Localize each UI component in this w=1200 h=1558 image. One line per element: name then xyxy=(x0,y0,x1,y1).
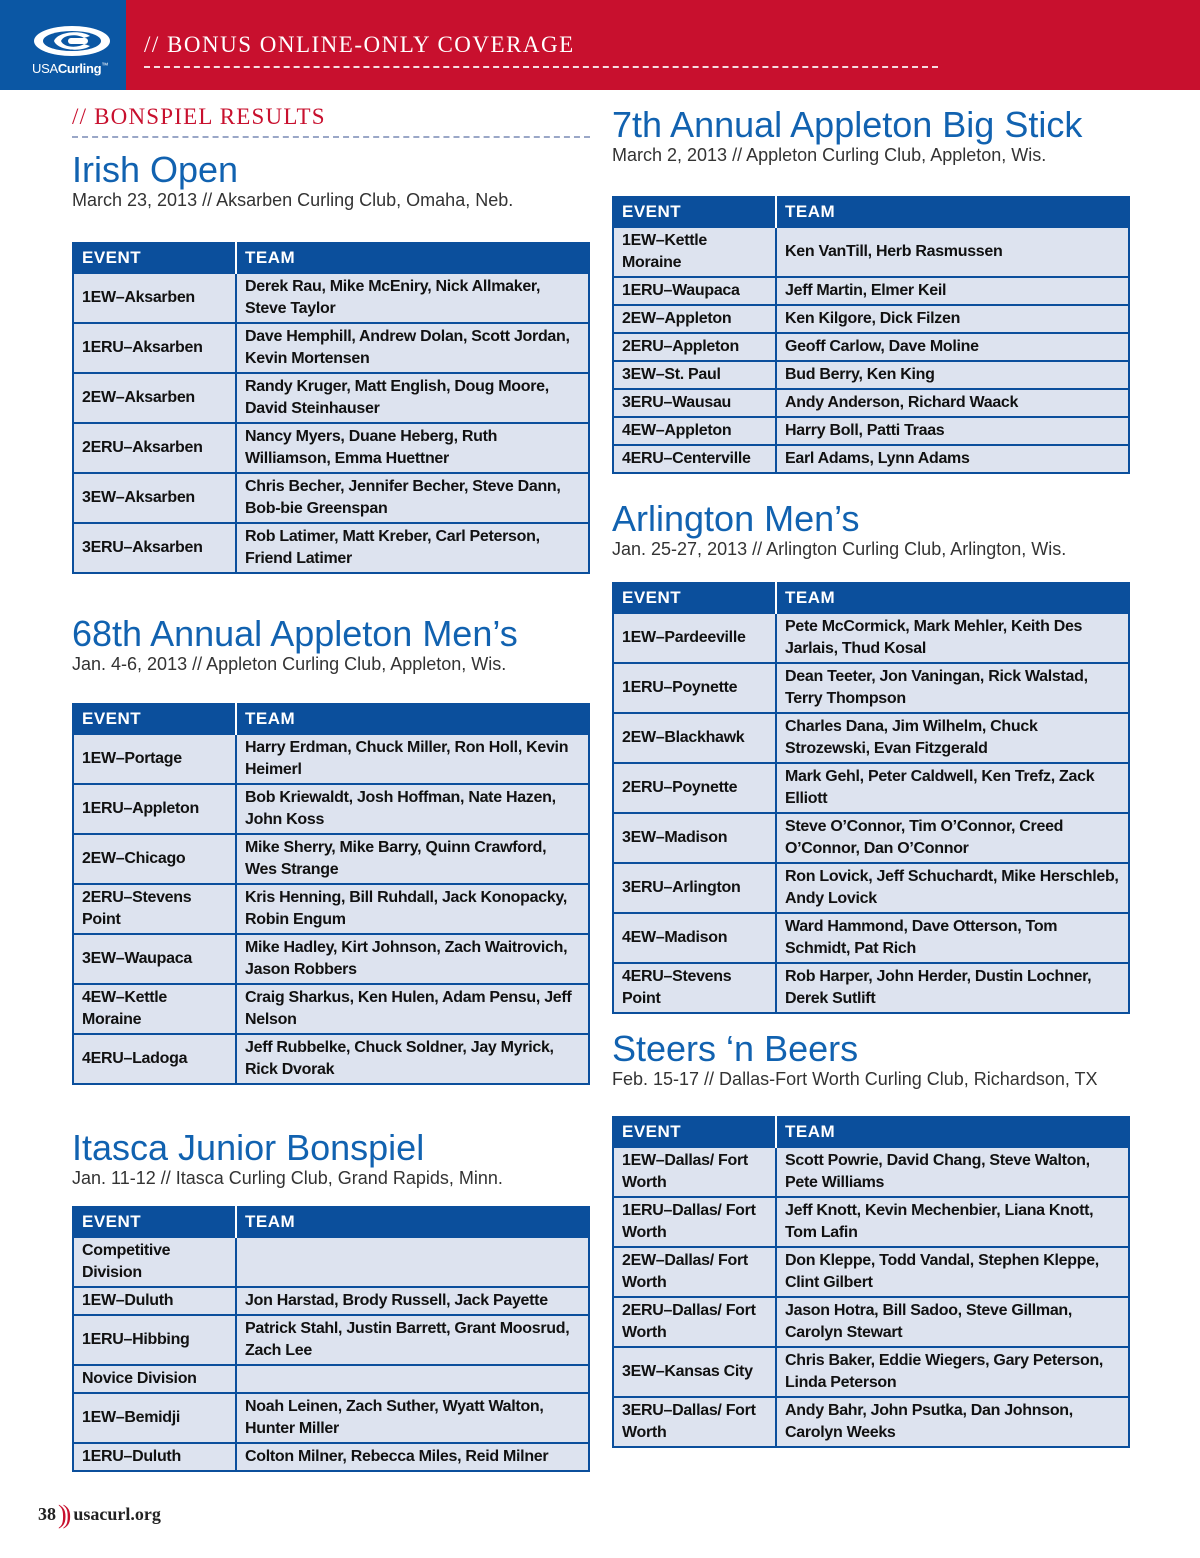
table-row xyxy=(73,273,589,323)
event-cell: 4ERU–Centerville xyxy=(613,445,776,473)
banner-divider xyxy=(144,66,938,68)
event-title: 68th Annual Appleton Men’s xyxy=(72,613,518,654)
event-cell: 1EW–Pardeeville xyxy=(613,613,776,663)
team-cell: Chris Becher, Jennifer Becher, Steve Dann, Bob-bie Greenspan xyxy=(236,473,589,523)
table-row xyxy=(613,1197,1129,1247)
team-cell: Dave Hemphill, Andrew Dolan, Scott Jordan, Kevin Mortensen xyxy=(236,323,589,373)
event-cell: 3EW–St. Paul xyxy=(613,361,776,389)
event-cell: 2EW–Appleton xyxy=(613,305,776,333)
table-row xyxy=(613,763,1129,813)
page-footer xyxy=(38,1500,161,1530)
event-cell: 3ERU–Aksarben xyxy=(73,523,236,573)
section-divider xyxy=(72,136,590,138)
event-cell: 4EW–Madison xyxy=(613,913,776,963)
table-row xyxy=(613,333,1129,361)
table-row xyxy=(613,389,1129,417)
usa-curling-logo[interactable] xyxy=(0,0,126,90)
table-row xyxy=(613,813,1129,863)
event-cell: 3EW–Madison xyxy=(613,813,776,863)
table-row xyxy=(73,834,589,884)
table-row xyxy=(613,361,1129,389)
event-cell: 1EW–Dallas/ Fort Worth xyxy=(613,1147,776,1197)
event-cell: 1EW–Portage xyxy=(73,734,236,784)
team-cell xyxy=(236,1365,589,1393)
event-title: Arlington Men’s xyxy=(612,498,860,539)
section-label: // BONSPIEL RESULTS xyxy=(72,104,326,129)
column-header-event: EVENT xyxy=(613,1117,776,1147)
event-cell: 4EW–Kettle Moraine xyxy=(73,984,236,1034)
event-subtitle: Feb. 15-17 // Dallas-Fort Worth Curling Club, Richardson, TX xyxy=(612,1069,1098,1089)
table-row xyxy=(613,1347,1129,1397)
table-row xyxy=(613,227,1129,277)
event-cell: 1ERU–Appleton xyxy=(73,784,236,834)
event-title: Irish Open xyxy=(72,149,239,190)
column-header-team: TEAM xyxy=(236,1207,589,1237)
team-cell: Ward Hammond, Dave Otterson, Tom Schmidt, Pat Rich xyxy=(776,913,1129,963)
table-row xyxy=(73,1287,589,1315)
event-big-stick xyxy=(612,106,1130,166)
team-cell: Kris Henning, Bill Ruhdall, Jack Konopacky, Robin Engum xyxy=(236,884,589,934)
event-itasca-junior xyxy=(72,1129,590,1189)
team-cell: Patrick Stahl, Justin Barrett, Grant Moosrud, Zach Lee xyxy=(236,1315,589,1365)
team-cell xyxy=(236,1237,589,1287)
event-cell: 3ERU–Wausau xyxy=(613,389,776,417)
event-cell: 3ERU–Dallas/ Fort Worth xyxy=(613,1397,776,1447)
event-cell: 2ERU–Poynette xyxy=(613,763,776,813)
team-cell: Randy Kruger, Matt English, Doug Moore, David Steinhauser xyxy=(236,373,589,423)
team-cell: Craig Sharkus, Ken Hulen, Adam Pensu, Jeff Nelson xyxy=(236,984,589,1034)
page-number: 38 xyxy=(38,1504,56,1524)
team-cell: Ken VanTill, Herb Rasmussen xyxy=(776,227,1129,277)
table-row xyxy=(613,913,1129,963)
table-row xyxy=(613,277,1129,305)
table-row xyxy=(613,613,1129,663)
event-subtitle: March 23, 2013 // Aksarben Curling Club, Omaha, Neb. xyxy=(72,190,514,210)
event-cell: 1EW–Aksarben xyxy=(73,273,236,323)
team-cell: Rob Latimer, Matt Kreber, Carl Peterson, Friend Latimer xyxy=(236,523,589,573)
table-row xyxy=(73,984,589,1034)
team-cell: Andy Anderson, Richard Waack xyxy=(776,389,1129,417)
event-irish-open xyxy=(72,151,590,211)
table-row xyxy=(73,323,589,373)
table-row xyxy=(73,784,589,834)
column-header-event: EVENT xyxy=(613,197,776,227)
event-title: 7th Annual Appleton Big Stick xyxy=(612,104,1083,145)
event-cell: 1EW–Bemidji xyxy=(73,1393,236,1443)
event-cell: 4ERU–Stevens Point xyxy=(613,963,776,1013)
team-cell: Mike Hadley, Kirt Johnson, Zach Waitrovich, Jason Robbers xyxy=(236,934,589,984)
header-banner xyxy=(0,0,1200,90)
table-row xyxy=(73,423,589,473)
column-header-event: EVENT xyxy=(73,704,236,734)
banner-title: // BONUS ONLINE-ONLY COVERAGE xyxy=(144,32,575,57)
column-header-team: TEAM xyxy=(236,243,589,273)
team-cell: Mark Gehl, Peter Caldwell, Ken Trefz, Zack Elliott xyxy=(776,763,1129,813)
table-row xyxy=(73,1237,589,1287)
table-row xyxy=(613,417,1129,445)
event-cell: 2EW–Aksarben xyxy=(73,373,236,423)
table-row xyxy=(613,445,1129,473)
event-cell: 2ERU–Aksarben xyxy=(73,423,236,473)
event-cell: 3ERU–Arlington xyxy=(613,863,776,913)
team-cell: Andy Bahr, John Psutka, Dan Johnson, Carolyn Weeks xyxy=(776,1397,1129,1447)
event-cell: 2EW–Blackhawk xyxy=(613,713,776,763)
results-table-big-stick xyxy=(612,196,1130,474)
logo-wordmark: USACurling™ xyxy=(32,61,108,76)
column-header-team: TEAM xyxy=(776,1117,1129,1147)
column-header-team: TEAM xyxy=(776,197,1129,227)
table-row xyxy=(73,884,589,934)
event-cell: 1ERU–Poynette xyxy=(613,663,776,713)
event-cell: 2ERU–Appleton xyxy=(613,333,776,361)
team-cell: Ron Lovick, Jeff Schuchardt, Mike Herschleb, Andy Lovick xyxy=(776,863,1129,913)
team-cell: Bob Kriewaldt, Josh Hoffman, Nate Hazen, John Koss xyxy=(236,784,589,834)
team-cell: Earl Adams, Lynn Adams xyxy=(776,445,1129,473)
team-cell: Don Kleppe, Todd Vandal, Stephen Kleppe, Clint Gilbert xyxy=(776,1247,1129,1297)
team-cell: Bud Berry, Ken King xyxy=(776,361,1129,389)
table-row xyxy=(613,1297,1129,1347)
event-subtitle: Jan. 25-27, 2013 // Arlington Curling Club, Arlington, Wis. xyxy=(612,539,1067,559)
results-table-arlington-mens xyxy=(612,582,1130,1014)
event-cell: Competitive Division xyxy=(73,1237,236,1287)
table-row xyxy=(73,934,589,984)
table-row xyxy=(73,373,589,423)
table-row xyxy=(613,1397,1129,1447)
event-cell: 3EW–Kansas City xyxy=(613,1347,776,1397)
event-cell: Novice Division xyxy=(73,1365,236,1393)
table-row xyxy=(613,863,1129,913)
team-cell: Jeff Knott, Kevin Mechenbier, Liana Knott, Tom Lafin xyxy=(776,1197,1129,1247)
table-row xyxy=(73,523,589,573)
event-appleton-mens xyxy=(72,615,590,675)
table-row xyxy=(613,663,1129,713)
event-cell: 1ERU–Aksarben xyxy=(73,323,236,373)
team-cell: Colton Milner, Rebecca Miles, Reid Milner xyxy=(236,1443,589,1471)
team-cell: Harry Boll, Patti Traas xyxy=(776,417,1129,445)
event-cell: 2ERU–Dallas/ Fort Worth xyxy=(613,1297,776,1347)
team-cell: Nancy Myers, Duane Heberg, Ruth Williamson, Emma Huettner xyxy=(236,423,589,473)
footer-paren-mark: )) xyxy=(58,1500,68,1529)
team-cell: Scott Powrie, David Chang, Steve Walton, Pete Williams xyxy=(776,1147,1129,1197)
event-cell: 4EW–Appleton xyxy=(613,417,776,445)
event-cell: 2EW–Chicago xyxy=(73,834,236,884)
event-cell: 2EW–Dallas/ Fort Worth xyxy=(613,1247,776,1297)
event-cell: 1EW–Duluth xyxy=(73,1287,236,1315)
team-cell: Jon Harstad, Brody Russell, Jack Payette xyxy=(236,1287,589,1315)
team-cell: Dean Teeter, Jon Vaningan, Rick Walstad, Terry Thompson xyxy=(776,663,1129,713)
event-cell: 1ERU–Duluth xyxy=(73,1443,236,1471)
event-cell: 3EW–Waupaca xyxy=(73,934,236,984)
team-cell: Mike Sherry, Mike Barry, Quinn Crawford, Wes Strange xyxy=(236,834,589,884)
column-header-team: TEAM xyxy=(236,704,589,734)
column-header-event: EVENT xyxy=(613,583,776,613)
team-cell: Pete McCormick, Mark Mehler, Keith Des Jarlais, Thud Kosal xyxy=(776,613,1129,663)
team-cell: Geoff Carlow, Dave Moline xyxy=(776,333,1129,361)
team-cell: Charles Dana, Jim Wilhelm, Chuck Strozewski, Evan Fitzgerald xyxy=(776,713,1129,763)
table-row xyxy=(613,963,1129,1013)
event-arlington-mens xyxy=(612,500,1130,560)
footer-site-link[interactable]: usacurl.org xyxy=(73,1504,161,1524)
table-row xyxy=(73,1034,589,1084)
table-row xyxy=(73,1443,589,1471)
team-cell: Jeff Martin, Elmer Keil xyxy=(776,277,1129,305)
team-cell: Noah Leinen, Zach Suther, Wyatt Walton, Hunter Miller xyxy=(236,1393,589,1443)
column-header-event: EVENT xyxy=(73,1207,236,1237)
team-cell: Ken Kilgore, Dick Filzen xyxy=(776,305,1129,333)
team-cell: Jeff Rubbelke, Chuck Soldner, Jay Myrick, Rick Dvorak xyxy=(236,1034,589,1084)
table-row xyxy=(613,1147,1129,1197)
event-cell: 3EW–Aksarben xyxy=(73,473,236,523)
team-cell: Rob Harper, John Herder, Dustin Lochner, Derek Sutlift xyxy=(776,963,1129,1013)
event-cell: 2ERU–Stevens Point xyxy=(73,884,236,934)
results-table-irish-open xyxy=(72,242,590,574)
event-title: Steers ‘n Beers xyxy=(612,1028,859,1069)
event-cell: 1ERU–Dallas/ Fort Worth xyxy=(613,1197,776,1247)
team-cell: Steve O’Connor, Tim O’Connor, Creed O’Connor, Dan O’Connor xyxy=(776,813,1129,863)
event-title: Itasca Junior Bonspiel xyxy=(72,1127,425,1168)
event-subtitle: Jan. 4-6, 2013 // Appleton Curling Club, Appleton, Wis. xyxy=(72,654,507,674)
event-cell: 1EW–Kettle Moraine xyxy=(613,227,776,277)
table-row xyxy=(613,713,1129,763)
results-table-itasca-junior xyxy=(72,1206,590,1472)
table-row xyxy=(73,1315,589,1365)
team-cell: Chris Baker, Eddie Wiegers, Gary Peterson, Linda Peterson xyxy=(776,1347,1129,1397)
team-cell: Harry Erdman, Chuck Miller, Ron Holl, Kevin Heimerl xyxy=(236,734,589,784)
table-row xyxy=(613,1247,1129,1297)
table-row xyxy=(613,305,1129,333)
column-header-event: EVENT xyxy=(73,243,236,273)
column-header-team: TEAM xyxy=(776,583,1129,613)
team-cell: Derek Rau, Mike McEniry, Nick Allmaker, Steve Taylor xyxy=(236,273,589,323)
results-table-steers-beers xyxy=(612,1116,1130,1448)
team-cell: Jason Hotra, Bill Sadoo, Steve Gillman, Carolyn Stewart xyxy=(776,1297,1129,1347)
event-subtitle: March 2, 2013 // Appleton Curling Club, Appleton, Wis. xyxy=(612,145,1047,165)
table-row xyxy=(73,1365,589,1393)
event-cell: 1ERU–Waupaca xyxy=(613,277,776,305)
curling-stone-icon xyxy=(32,24,112,58)
table-row xyxy=(73,734,589,784)
event-steers-beers xyxy=(612,1030,1130,1090)
event-cell: 4ERU–Ladoga xyxy=(73,1034,236,1084)
event-cell: 1ERU–Hibbing xyxy=(73,1315,236,1365)
event-subtitle: Jan. 11-12 // Itasca Curling Club, Grand Rapids, Minn. xyxy=(72,1168,503,1188)
table-row xyxy=(73,1393,589,1443)
table-row xyxy=(73,473,589,523)
results-table-appleton-mens xyxy=(72,703,590,1085)
